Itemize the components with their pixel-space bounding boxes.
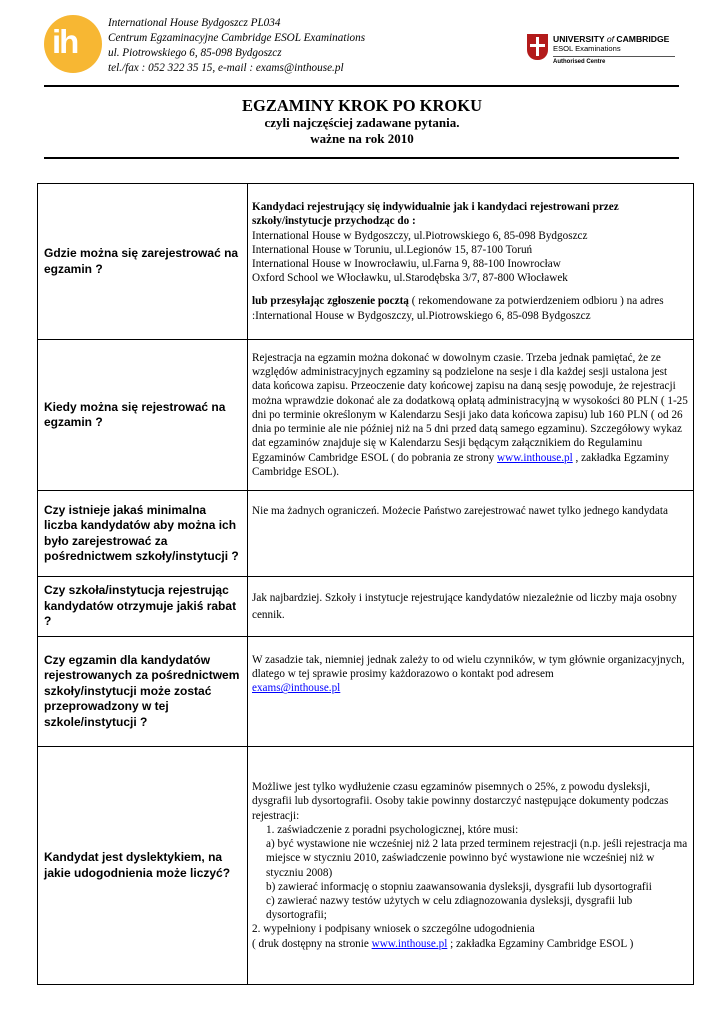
cambridge-sub: ESOL Examinations: [553, 44, 621, 53]
list-item: International House w Inowrocławiu, ul.Farna 9, 88-100 Inowrocław: [252, 258, 561, 270]
list-item: c) zawierać nazwy testów użytych w celu zdiagnozowania dysleksji, dysgrafii lub dysortografii;: [266, 894, 633, 922]
subtitle: czyli najczęściej zadawane pytania.: [264, 115, 460, 130]
answer-intro: Kandydaci rejestrujący się indywidualnie jak i kandydaci rejestrowani przez szkoły/instytucje przychodząc do :: [252, 201, 619, 228]
header-line: International House Bydgoszcz PL034: [108, 17, 281, 29]
website-link[interactable]: www.inthouse.pl: [371, 937, 448, 950]
header-line: Centrum Egzaminacyjne Cambridge ESOL Examinations: [108, 32, 366, 44]
list-item: 2. wypełniony i podpisany wniosek o szczególne udogodnienia: [252, 923, 535, 936]
table-row: [38, 747, 694, 985]
cambridge-name: UNIVERSITY of CAMBRIDGE: [553, 34, 670, 44]
header-line: ul. Piotrowskiego 6, 85-098 Bydgoszcz: [108, 47, 282, 59]
shield-icon: [527, 34, 548, 60]
list-item: ( druk dostępny na stronie www.inthouse.pl ; zakładka Egzaminy Cambridge ESOL ): [252, 937, 634, 950]
header-address: [108, 16, 365, 76]
top-rule: [44, 85, 679, 87]
title-block: [0, 96, 724, 147]
answer-cell: [248, 747, 694, 985]
question-cell: Czy egzamin dla kandydatów rejestrowanych za pośrednictwem szkoły/instytucji może zostać przeprowadzony w tej szkole/instytucji ?: [38, 637, 248, 747]
question-cell: Czy szkoła/instytucja rejestrując kandydatów otrzymuje jakiś rabat ?: [38, 577, 248, 637]
answer-text: Możliwe jest tylko wydłużenie czasu egzaminów pisemnych o 25%, z powodu dysleksji, dysgrafii lub dysortografii. Osoby takie powinny dostarczyć następujące dokumenty podczas rejestracji:: [252, 781, 669, 822]
list-item: International House w Bydgoszczy, ul.Piotrowskiego 6, 85-098 Bydgoszcz: [252, 229, 588, 242]
subtitle-year: ważne na rok 2010: [310, 131, 414, 146]
bottom-rule: [44, 157, 679, 159]
table-row: [38, 184, 694, 340]
question-cell: Czy istnieje jakaś minimalna liczba kandydatów aby można ich było zarejestrować za pośrednictwem szkoły/instytucji ?: [38, 491, 248, 577]
list-item: Oxford School we Włocławku, ul.Starodębska 3/7, 87-800 Włocławek: [252, 272, 568, 285]
page-title: EGZAMINY KROK PO KROKU: [241, 96, 482, 115]
table-row: [38, 491, 694, 577]
answer-post: lub przesyłając zgłoszenie pocztą ( rekomendowane za potwierdzeniem odbioru ) na adres :International House w Bydgoszczy, ul.Piotrowskiego 6, 85-098 Bydgoszcz: [252, 295, 664, 322]
question-cell: Kandydat jest dyslektykiem, na jakie udogodnienia może liczyć?: [38, 747, 248, 985]
list-item: b) zawierać informację o stopniu zaawansowania dysleksji, dysgrafii lub dysortografii: [266, 880, 652, 893]
answer-cell: Jak najbardziej. Szkoły i instytucje rejestrujące kandydatów niezależnie od liczby maja osobny cennik.: [248, 577, 694, 637]
list-item: a) być wystawione nie wcześniej niż 2 lata przed terminem rejestracji (n.p. jeśli rejestracja ma miejsce w styczniu 2010, zaświadczenie powinno być wystawione nie wcześniej niż w styczniu 2008): [266, 838, 688, 879]
answer-cell: Nie ma żadnych ograniczeń. Możecie Państwo zarejestrować nawet tylko jednego kandydata: [248, 491, 694, 577]
cambridge-logo: [527, 34, 677, 68]
divider: [553, 56, 675, 57]
answer-cell: W zasadzie tak, niemniej jednak zależy to od wielu czynników, w tym głównie organizacyjnych, dlatego w tej sprawie prosimy każdorazowo o kontakt pod adresem exams@inthouse.pl: [248, 637, 694, 747]
question-cell: Kiedy można się rejestrować na egzamin ?: [38, 340, 248, 491]
website-link[interactable]: www.inthouse.pl: [497, 451, 573, 464]
cambridge-auth: Authorised Centre: [553, 59, 606, 65]
ih-logo: [44, 15, 102, 73]
list-item: International House w Toruniu, ul.Legionów 15, 87-100 Toruń: [252, 243, 533, 256]
answer-cell: [248, 184, 694, 340]
faq-table: [37, 183, 694, 985]
table-row: [38, 577, 694, 637]
header-line: tel./fax : 052 322 35 15, e-mail : exams@inthouse.pl: [108, 62, 344, 74]
table-row: [38, 637, 694, 747]
list-item: 1. zaświadczenie z poradni psychologicznej, które musi:: [266, 823, 519, 836]
logo-text: ih: [52, 23, 78, 60]
table-row: [38, 340, 694, 491]
email-link[interactable]: exams@inthouse.pl: [252, 682, 341, 695]
question-cell: Gdzie można się zarejestrować na egzamin ?: [38, 184, 248, 340]
answer-cell: Rejestracja na egzamin można dokonać w dowolnym czasie. Trzeba jednak pamiętać, że ze względów administracyjnych egzaminy są podzielone na sesje i dla każdej sesji ustalona jest data końcowa zapisu. Przeoczenie daty końcowej zapisu na daną sesję powoduje, że rejestracji można wprawdzie dokonać ale za dodatkową opłatą administracyjną w wysokości 80 PLN ( 1-25 dni po terminie określonym w Kalendarzu Sesji jako data końcowa zapisu) lub 160 PLN ( od 26 dnia po terminie ale nie później niż na 5 dni przed datą samego egzaminu). Szczegółowy wykaz dat egzaminów znajduje się w Kalendarzu Sesji będącym załącznikiem do Regulaminu Egzaminów Cambridge ESOL ( do pobrania ze strony www.inthouse.pl , zakładka Egzaminy Cambridge ESOL).: [248, 340, 694, 491]
